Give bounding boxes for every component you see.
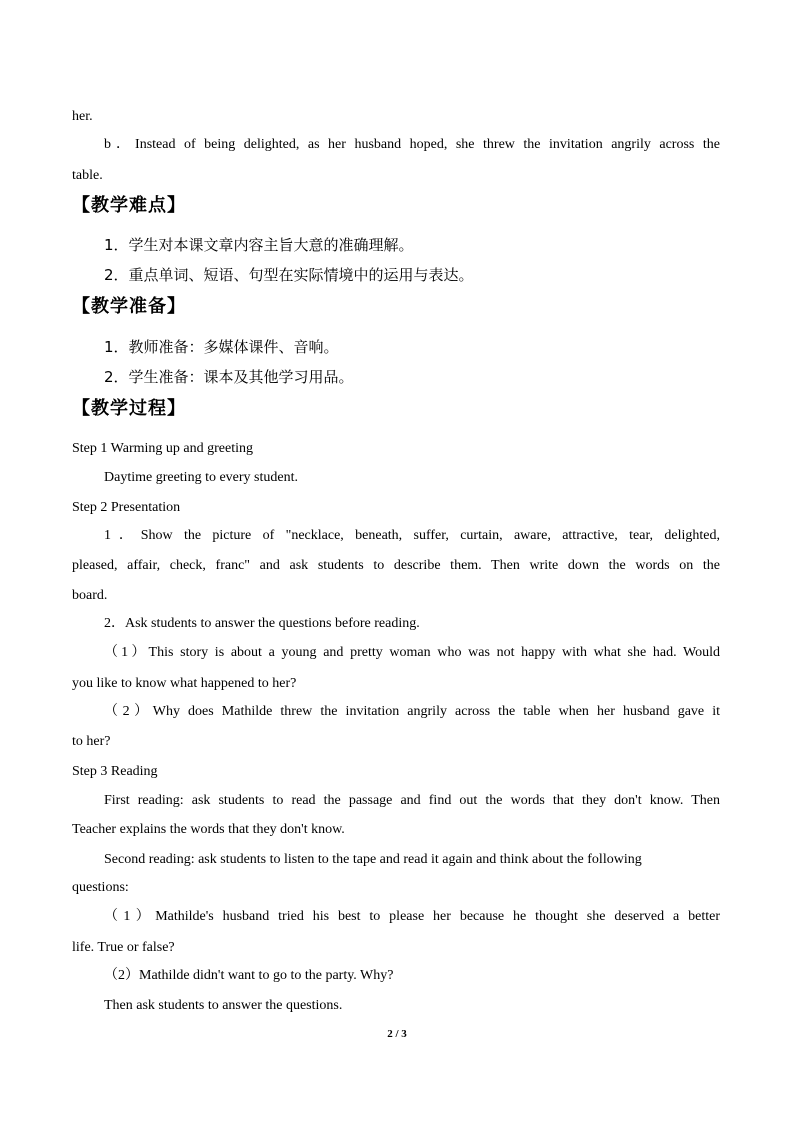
text-line: 1．学生对本课文章内容主旨大意的准确理解。	[104, 236, 414, 254]
text-line: （2）Why does Mathilde threw the invitation angrily across the table when her husband gave it	[104, 704, 720, 719]
text-line: b．Instead of being delighted, as her husband hoped, she threw the invitation angrily across the	[104, 137, 720, 152]
text-line: （1）Mathilde's husband tried his best to please her because he thought she deserved a better	[104, 909, 720, 924]
text-line: Second reading: ask students to listen to the tape and read it again and think about the following	[104, 852, 642, 867]
text-line: pleased, affair, check, franc" and ask students to describe them. Then write down the words on the	[72, 558, 720, 573]
text-line: （1）This story is about a young and pretty woman who was not happy with what she had. Would	[104, 645, 720, 660]
text-line: her.	[72, 109, 93, 124]
text-line: Step 3 Reading	[72, 764, 158, 779]
text-line: you like to know what happened to her?	[72, 676, 297, 691]
text-line: Then ask students to answer the questions.	[104, 998, 343, 1013]
text-line: to her?	[72, 734, 111, 749]
text-line: Step 2 Presentation	[72, 500, 181, 515]
text-line: Step 1 Warming up and greeting	[72, 441, 253, 456]
text-line: 2．Ask students to answer the questions before reading.	[104, 616, 420, 631]
page-number: 2 / 3	[387, 1028, 407, 1040]
text-line: table.	[72, 168, 103, 183]
text-line: 1．教师准备：多媒体课件、音响。	[104, 338, 339, 356]
text-line: （2）Mathilde didn't want to go to the party. Why?	[104, 968, 394, 983]
text-line: 1．Show the picture of "necklace, beneath, suffer, curtain, aware, attractive, tear, delighted,	[104, 528, 720, 543]
text-line: Teacher explains the words that they don't know.	[72, 822, 345, 837]
text-line: questions:	[72, 880, 129, 895]
text-line: First reading: ask students to read the passage and find out the words that they don't know. Then	[104, 793, 720, 808]
text-line: 2．学生准备：课本及其他学习用品。	[104, 368, 354, 386]
section-heading-process: 【教学过程】	[72, 398, 186, 419]
section-heading-preparation: 【教学准备】	[72, 296, 186, 317]
text-line: life. True or false?	[72, 940, 175, 955]
text-line: Daytime greeting to every student.	[104, 470, 298, 485]
text-line: 2．重点单词、短语、句型在实际情境中的运用与表达。	[104, 266, 474, 284]
text-line: board.	[72, 588, 108, 603]
section-heading-difficulties: 【教学难点】	[72, 195, 186, 216]
